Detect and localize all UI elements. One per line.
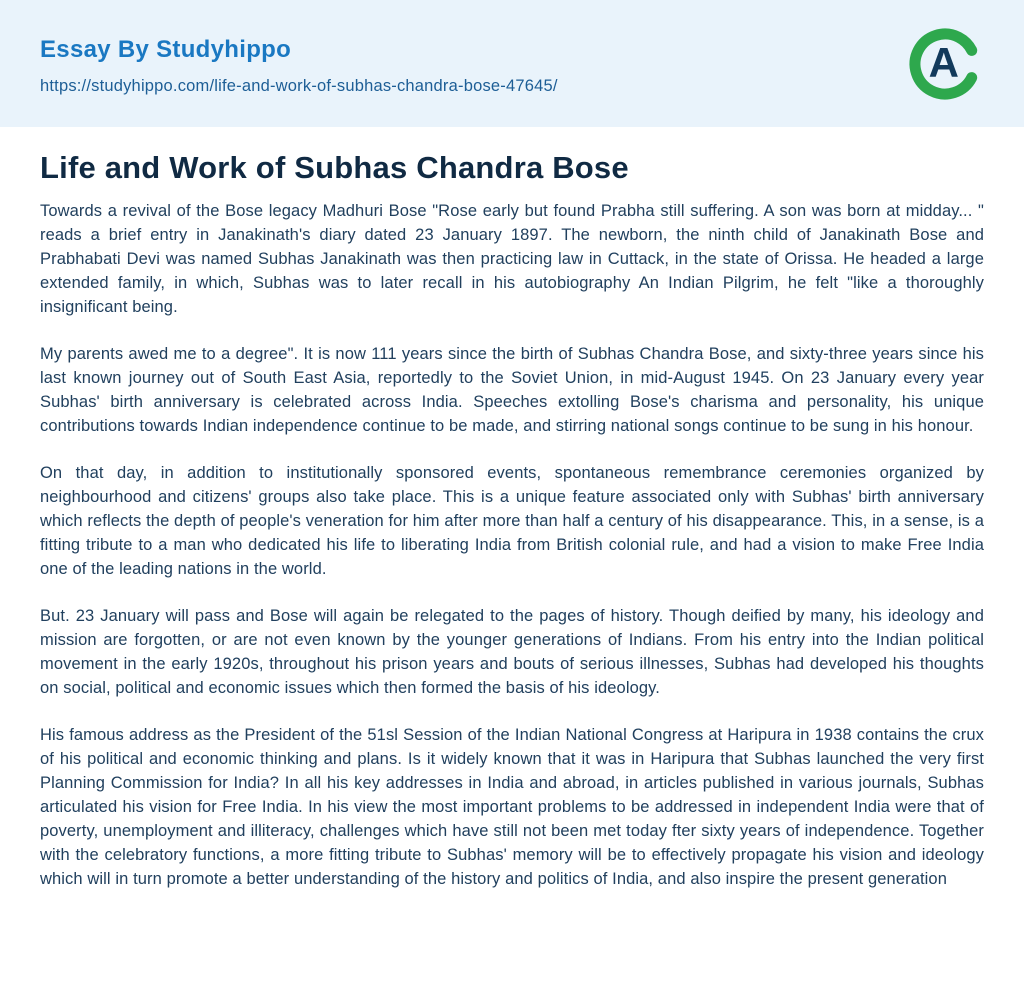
essay-paragraph-2: My parents awed me to a degree". It is now 111 years since the birth of Subhas Chandra Bose, and sixty-three years since his last known journey out of South East Asia, reportedly to the Soviet Union, in mid-August 1945. On 23 January every year Subhas' birth anniversary is celebrated across India. Speeches extolling Bose's charisma and personality, his unique contributions towards Indian independence continue to be made, and stirring national songs continue to be sung in his honour. [40, 345, 984, 435]
essay-paragraph-4: But. 23 January will pass and Bose will again be relegated to the pages of history. Though deified by many, his ideology and mission are forgotten, or are not even known by the younger generations of Indians. From his entry into the Indian political movement in the early 1920s, throughout his prison years and bouts of serious illnesses, Subhas had developed his thoughts on social, political and economic issues which then formed the basis of his ideology. [40, 607, 984, 697]
essay-content [0, 127, 1024, 891]
brand-title: Essay By Studyhippo [40, 35, 292, 63]
page-header [0, 0, 1024, 127]
essay-paragraph-3: On that day, in addition to institutionally sponsored events, spontaneous remembrance ceremonies organized by neighbourhood and citizens' groups also take place. This is a unique feature associated only with Subhas' birth anniversary which reflects the depth of people's veneration for him after more than half a century of his disappearance. This, in a sense, is a fitting tribute to a man who dedicated his life to liberating India from British colonial rule, and had a vision to make Free India one of the leading nations in the world. [40, 464, 984, 578]
studyhippo-logo [906, 25, 984, 103]
essay-paragraph-1: Towards a revival of the Bose legacy Madhuri Bose "Rose early but found Prabha still suffering. A son was born at midday... " reads a brief entry in Janakinath's diary dated 23 January 1897. The newborn, the ninth child of Janakinath Bose and Prabhabati Devi was named Subhas Janakinath was then practicing law in Cuttack, in the state of Orissa. He headed a large extended family, in which, Subhas was to later recall in his autobiography An Indian Pilgrim, he felt "like a thoroughly insignificant being. [40, 202, 984, 316]
essay-paragraph-5: His famous address as the President of the 51sl Session of the Indian National Congress at Haripura in 1938 contains the crux of his political and economic thinking and plans. Is it widely known that it was in Haripura that Subhas launched the very first Planning Commission for India? In all his key addresses in India and abroad, in articles published in various journals, Subhas articulated his vision for Free India. In his view the most important problems to be addressed in independent India were that of poverty, unemployment and illiteracy, challenges which have still not been met today fter sixty years of independence. Together with the celebratory functions, a more fitting tribute to Subhas' memory will be to effectively propagate his vision and ideology which will in turn promote a better understanding of the history and politics of India, and also inspire the present generation [40, 726, 984, 888]
essay-body [40, 199, 984, 891]
essay-title: Life and Work of Subhas Chandra Bose [40, 150, 629, 185]
header-text-block [40, 32, 558, 96]
source-url-link[interactable]: https://studyhippo.com/life-and-work-of-subhas-chandra-bose-47645/ [40, 76, 558, 95]
logo-letter: A [928, 38, 959, 86]
